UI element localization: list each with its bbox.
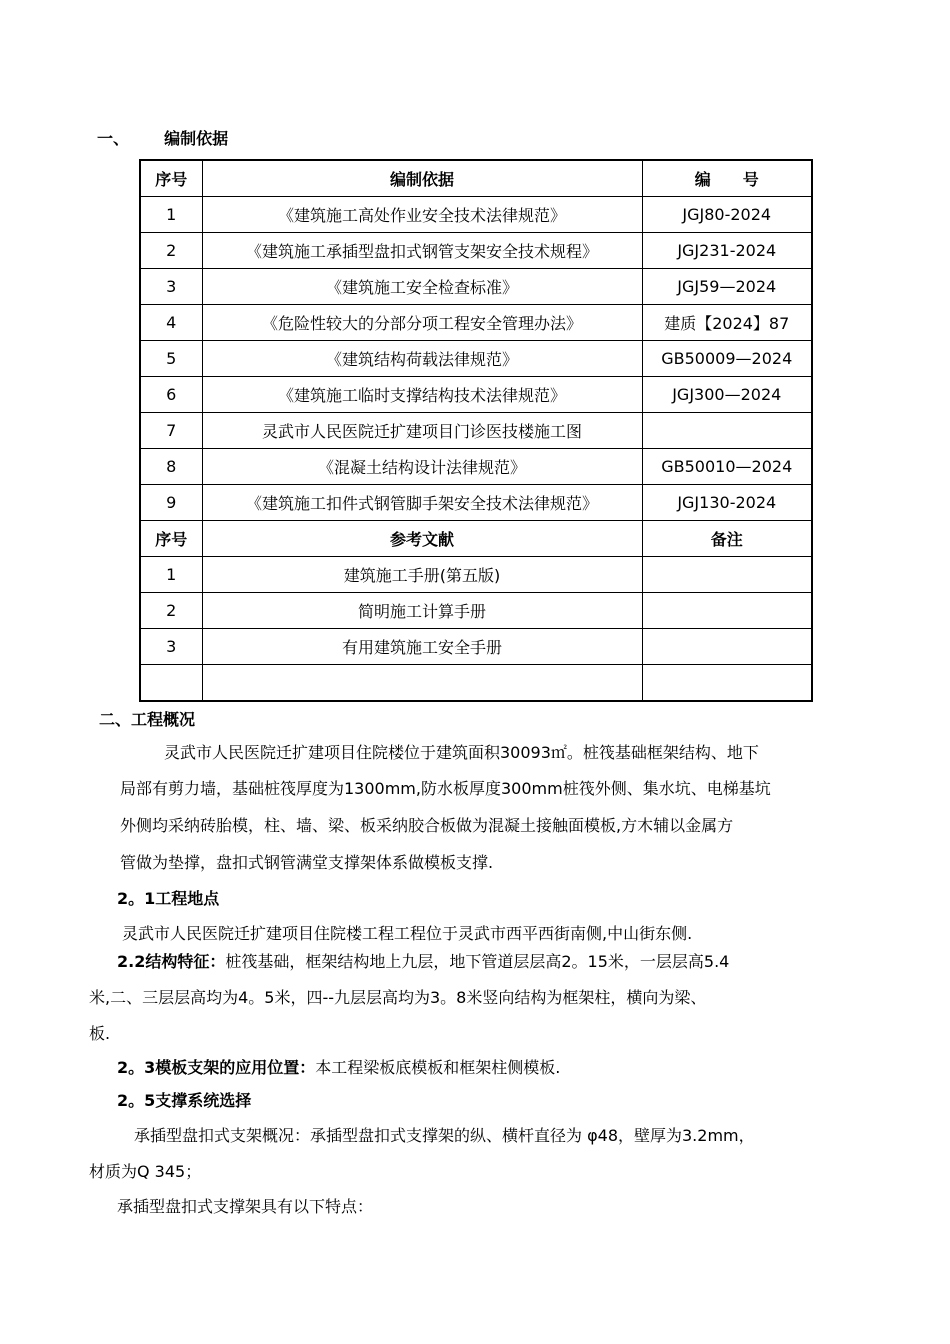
section-2-5-line-1: 承插型盘扣式支架概况：承插型盘扣式支撑架的纵、横杆直径为 φ48，壁厚为3.2mm， — [134, 1126, 755, 1145]
row-code: GB50010—2024 — [642, 449, 812, 485]
section-2-3-text: 本工程梁板底模板和框架柱侧模板. — [315, 1058, 561, 1077]
section-2-3-line — [117, 1050, 560, 1086]
table-row — [140, 413, 812, 449]
ref-note — [642, 629, 812, 665]
table-header-row — [140, 160, 812, 197]
ref-seq: 2 — [140, 593, 202, 629]
table-row — [140, 449, 812, 485]
header-seq: 序号 — [140, 160, 202, 197]
row-seq: 9 — [140, 485, 202, 521]
reference-row — [140, 557, 812, 593]
section1-number: 一、 — [97, 129, 130, 148]
ref-title: 有用建筑施工安全手册 — [202, 629, 642, 665]
section-2-3-label: 2。3模板支架的应用位置： — [117, 1058, 316, 1077]
row-basis: 《建筑施工安全检查标准》 — [202, 269, 642, 305]
basis-table — [139, 159, 813, 702]
ref-note — [642, 557, 812, 593]
ref-seq: 1 — [140, 557, 202, 593]
header-basis: 编制依据 — [202, 160, 642, 197]
section1-heading — [97, 126, 228, 149]
ref-header-seq: 序号 — [140, 521, 202, 557]
table-row — [140, 269, 812, 305]
intro-line-1: 灵武市人民医院迁扩建项目住院楼位于建筑面积30093㎡。桩筏基础框架结构、地下 — [164, 743, 759, 762]
section-2-1-heading: 2。1工程地点 — [117, 889, 220, 908]
row-code: JGJ231-2024 — [642, 233, 812, 269]
header-code: 编 号 — [642, 160, 812, 197]
row-seq: 5 — [140, 341, 202, 377]
section-2-2-text: 桩筏基础，框架结构地上九层，地下管道层层高2。15米，一层层高5.4 — [225, 952, 730, 971]
table-row — [140, 377, 812, 413]
table-row — [140, 341, 812, 377]
table-row — [140, 197, 812, 233]
row-code — [642, 413, 812, 449]
section-2-2-label: 2.2结构特征： — [117, 952, 226, 971]
intro-line-4: 管做为垫撑，盘扣式钢管满堂支撑架体系做模板支撑. — [120, 853, 494, 872]
row-basis: 《建筑施工扣件式钢管脚手架安全技术法律规范》 — [202, 485, 642, 521]
ref-header-ref: 参考文献 — [202, 521, 642, 557]
row-code: 建质【2024】87 — [642, 305, 812, 341]
ref-seq — [140, 665, 202, 702]
reference-header-row — [140, 521, 812, 557]
row-basis: 灵武市人民医院迁扩建项目门诊医技楼施工图 — [202, 413, 642, 449]
ref-title: 简明施工计算手册 — [202, 593, 642, 629]
ref-note — [642, 593, 812, 629]
section1-title: 编制依据 — [164, 129, 229, 148]
row-seq: 1 — [140, 197, 202, 233]
table-row — [140, 485, 812, 521]
section-2-1-text: 灵武市人民医院迁扩建项目住院楼工程工程位于灵武市西平西街南侧,中山街东侧. — [122, 924, 693, 943]
row-seq: 3 — [140, 269, 202, 305]
intro-line-2: 局部有剪力墙，基础桩筏厚度为1300mm,防水板厚度300mm桩筏外侧、集水坑、电梯基坑 — [120, 779, 771, 798]
section-2-5-heading: 2。5支撑系统选择 — [117, 1091, 252, 1110]
section-2-5-line-3: 承插型盘扣式支撑架具有以下特点： — [117, 1197, 374, 1216]
row-seq: 7 — [140, 413, 202, 449]
reference-row — [140, 593, 812, 629]
row-basis: 《建筑施工承插型盘扣式钢管支架安全技术规程》 — [202, 233, 642, 269]
row-seq: 6 — [140, 377, 202, 413]
row-code: JGJ300—2024 — [642, 377, 812, 413]
row-basis: 《建筑结构荷载法律规范》 — [202, 341, 642, 377]
row-basis: 《建筑施工临时支撑结构技术法律规范》 — [202, 377, 642, 413]
ref-title — [202, 665, 642, 702]
ref-header-note: 备注 — [642, 521, 812, 557]
section2-heading: 二、工程概况 — [99, 710, 196, 729]
table-row — [140, 305, 812, 341]
table-row — [140, 233, 812, 269]
section-2-2-line-1 — [117, 944, 729, 980]
section-2-5-line-2: 材质为Q 345； — [89, 1162, 202, 1181]
ref-title: 建筑施工手册(第五版) — [202, 557, 642, 593]
intro-line-3: 外侧均采纳砖胎模，柱、墙、梁、板采纳胶合板做为混凝土接触面模板,方木辅以金属方 — [120, 816, 734, 835]
row-seq: 2 — [140, 233, 202, 269]
reference-row — [140, 629, 812, 665]
row-code: GB50009—2024 — [642, 341, 812, 377]
row-basis: 《建筑施工高处作业安全技术法律规范》 — [202, 197, 642, 233]
reference-row — [140, 665, 812, 702]
row-code: JGJ130-2024 — [642, 485, 812, 521]
section-2-2-line-3: 板. — [89, 1024, 111, 1043]
row-basis: 《混凝土结构设计法律规范》 — [202, 449, 642, 485]
row-seq: 4 — [140, 305, 202, 341]
row-seq: 8 — [140, 449, 202, 485]
section-2-2-line-2: 米,二、三层层高均为4。5米，四--九层层高均为3。8米竖向结构为框架柱，横向为梁、 — [89, 988, 707, 1007]
row-code: JGJ59—2024 — [642, 269, 812, 305]
row-basis: 《危险性较大的分部分项工程安全管理办法》 — [202, 305, 642, 341]
ref-note — [642, 665, 812, 702]
row-code: JGJ80-2024 — [642, 197, 812, 233]
ref-seq: 3 — [140, 629, 202, 665]
